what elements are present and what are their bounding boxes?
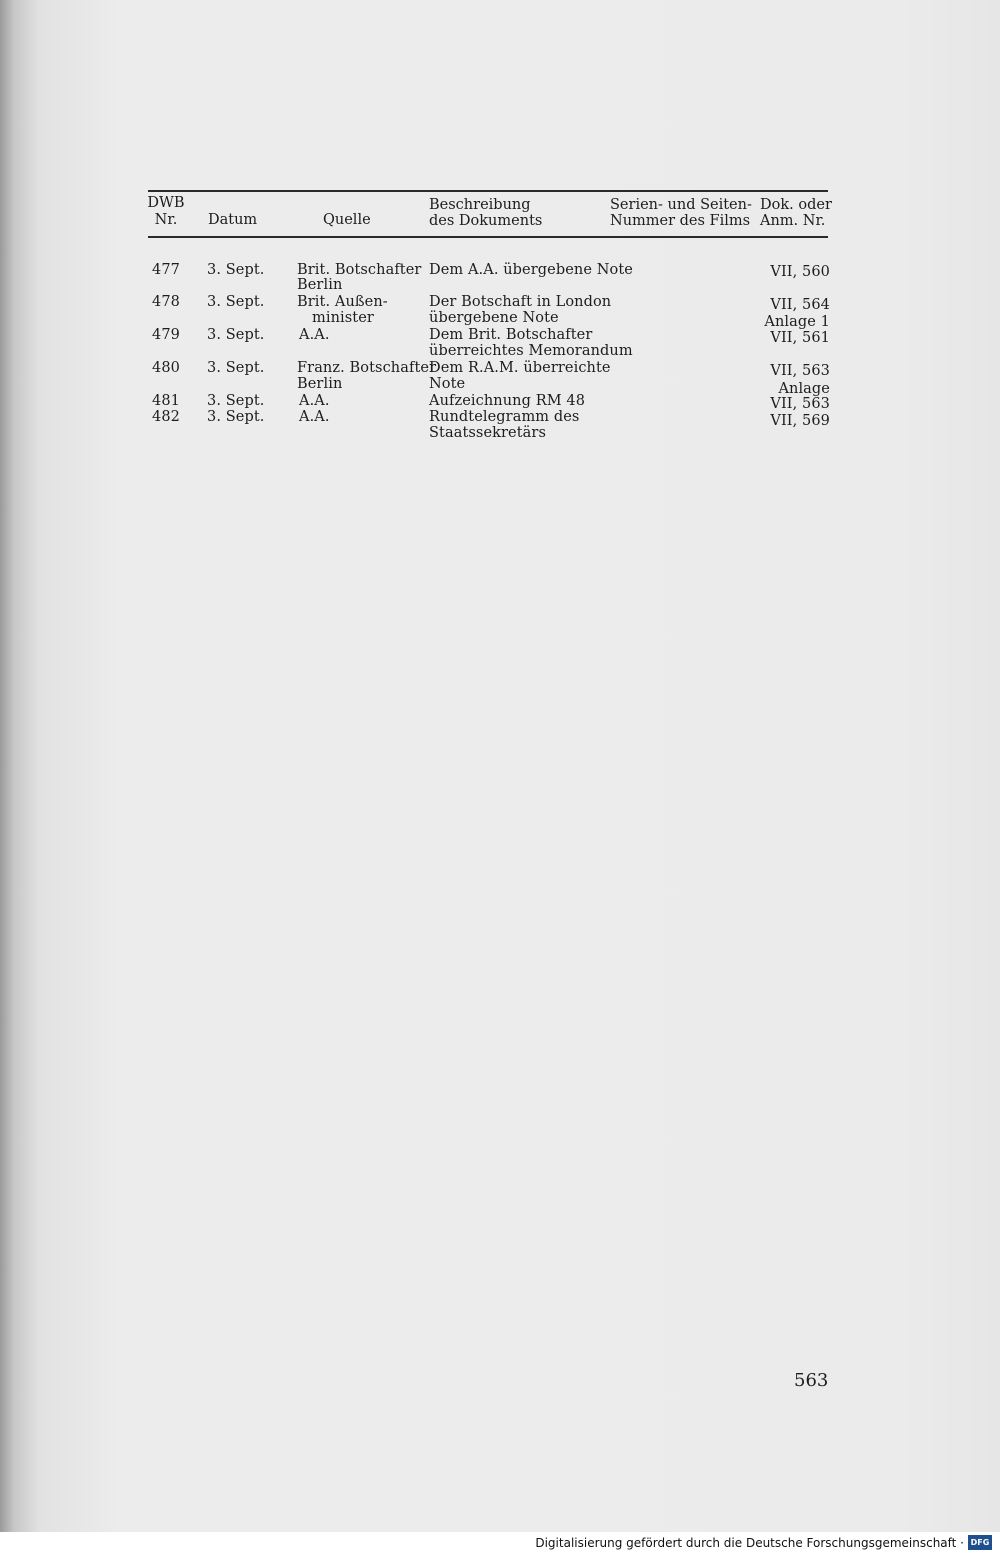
row-beschreibung: Dem Brit. Botschafter bbox=[429, 327, 593, 343]
row-quelle: A.A. bbox=[299, 409, 330, 425]
row-datum: 3. Sept. bbox=[207, 360, 265, 376]
footer-credit: Digitalisierung gefördert durch die Deutsche Forschungsgemeinschaft · bbox=[535, 1536, 964, 1550]
row-quelle: Berlin bbox=[297, 277, 343, 293]
header-beschreibung-line2: des Dokuments bbox=[429, 213, 543, 229]
header-nr-line2: Nr. bbox=[154, 212, 178, 228]
row-dok: VII, 561 bbox=[770, 330, 830, 346]
row-dok: VII, 564 bbox=[770, 297, 830, 313]
header-bottom-rule bbox=[148, 236, 828, 238]
row-beschreibung: Aufzeichnung RM 48 bbox=[429, 393, 586, 409]
row-quelle: A.A. bbox=[299, 327, 330, 343]
row-quelle: Franz. Botschafter bbox=[297, 360, 437, 376]
row-beschreibung: Dem A.A. übergebene Note bbox=[429, 262, 633, 278]
header-beschreibung-line1: Beschreibung bbox=[429, 197, 531, 213]
dfg-logo[interactable]: DFG bbox=[968, 1535, 992, 1550]
row-beschreibung: übergebene Note bbox=[429, 310, 559, 326]
row-quelle: Berlin bbox=[297, 376, 343, 392]
row-nr: 482 bbox=[152, 409, 180, 425]
row-dok: Anlage 1 bbox=[764, 314, 830, 330]
row-datum: 3. Sept. bbox=[207, 294, 265, 310]
row-datum: 3. Sept. bbox=[207, 262, 265, 278]
row-nr: 481 bbox=[152, 393, 180, 409]
row-datum: 3. Sept. bbox=[207, 327, 265, 343]
row-dok: VII, 569 bbox=[770, 413, 830, 429]
header-dok-line2: Anm. Nr. bbox=[760, 213, 826, 229]
row-beschreibung: Rundtelegramm des bbox=[429, 409, 580, 425]
row-nr: 480 bbox=[152, 360, 180, 376]
row-beschreibung: Staatssekretärs bbox=[429, 425, 546, 441]
row-dok: Anlage bbox=[778, 381, 830, 397]
row-dok: VII, 563 bbox=[770, 363, 830, 379]
row-nr: 479 bbox=[152, 327, 180, 343]
header-dok-line1: Dok. oder bbox=[760, 197, 832, 213]
row-beschreibung: überreichtes Memorandum bbox=[429, 343, 633, 359]
header-datum: Datum bbox=[208, 212, 258, 228]
row-nr: 478 bbox=[152, 294, 180, 310]
row-beschreibung: Der Botschaft in London bbox=[429, 294, 612, 310]
row-quelle: Brit. Botschafter bbox=[297, 262, 422, 278]
footer-bar bbox=[0, 1532, 1000, 1554]
page-number: 563 bbox=[794, 1370, 829, 1391]
row-beschreibung: Note bbox=[429, 376, 466, 392]
row-quelle: Brit. Außen- bbox=[297, 294, 388, 310]
row-datum: 3. Sept. bbox=[207, 409, 265, 425]
header-serien-line2: Nummer des Films bbox=[610, 213, 751, 229]
header-serien-line1: Serien- und Seiten- bbox=[610, 197, 752, 213]
row-datum: 3. Sept. bbox=[207, 393, 265, 409]
row-beschreibung: Dem R.A.M. überreichte bbox=[429, 360, 611, 376]
row-quelle: minister bbox=[312, 310, 374, 326]
row-quelle: A.A. bbox=[299, 393, 330, 409]
header-quelle: Quelle bbox=[323, 212, 371, 228]
row-dok: VII, 560 bbox=[770, 264, 830, 280]
table-top-rule bbox=[148, 190, 828, 192]
row-dok: VII, 563 bbox=[770, 396, 830, 412]
header-nr-line1: DWB bbox=[147, 195, 185, 211]
row-nr: 477 bbox=[152, 262, 180, 278]
